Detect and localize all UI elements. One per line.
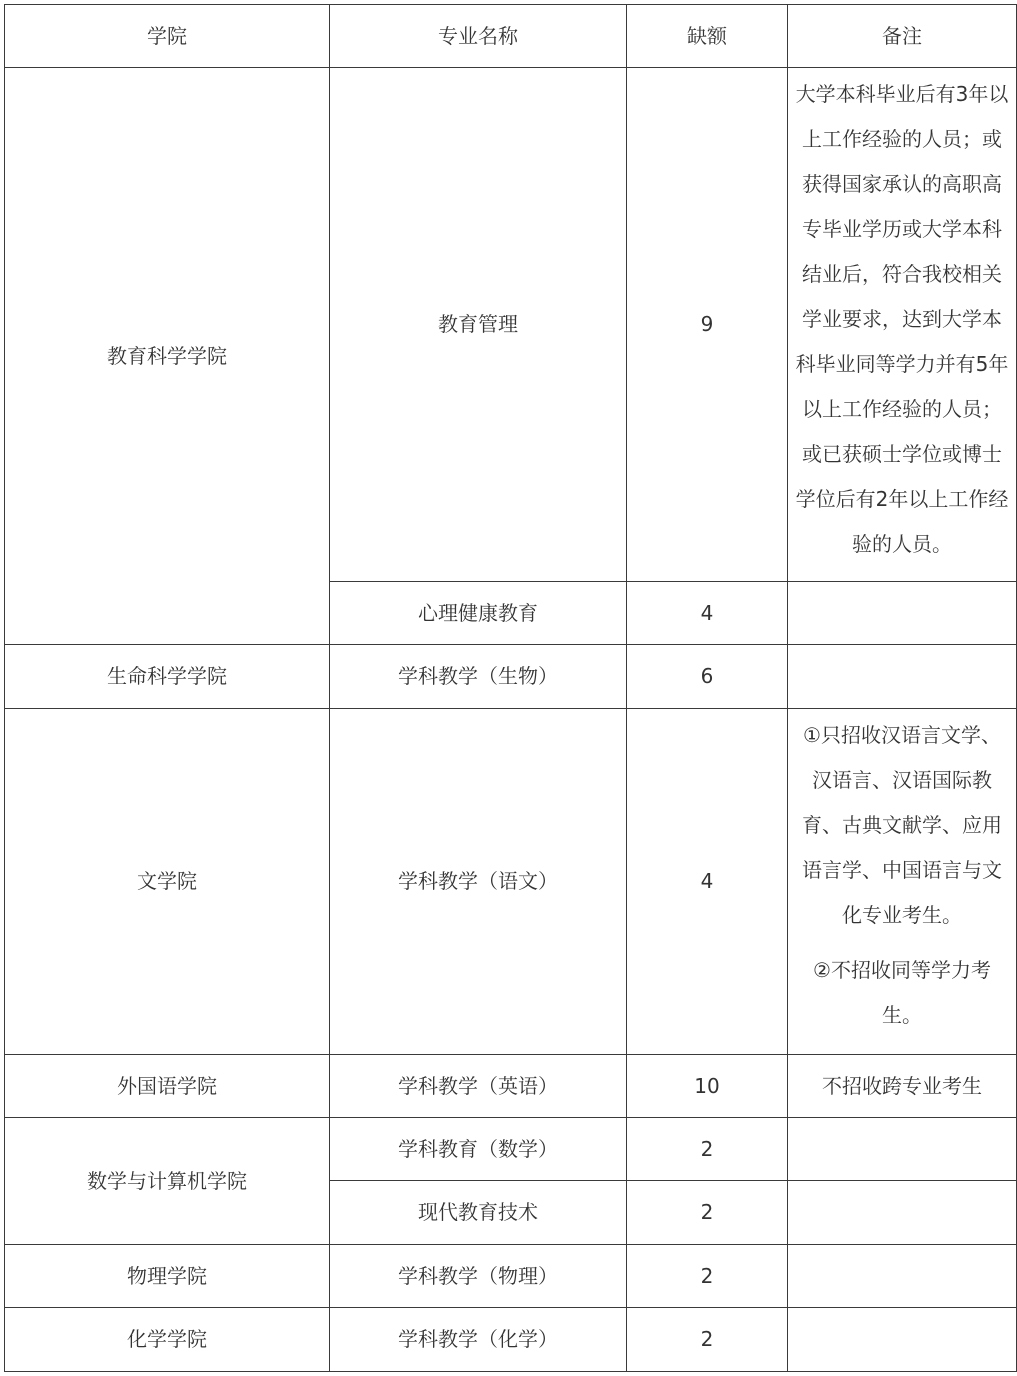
quota-cell: 10 <box>627 1055 788 1118</box>
note-cell <box>788 582 1017 645</box>
note-cell <box>788 1118 1017 1181</box>
major-cell: 现代教育技术 <box>330 1181 627 1245</box>
header-note: 备注 <box>788 5 1017 68</box>
quota-cell: 4 <box>627 582 788 645</box>
major-cell: 学科教学（化学） <box>330 1308 627 1372</box>
note-cell: 不招收跨专业考生 <box>788 1055 1017 1118</box>
header-major: 专业名称 <box>330 5 627 68</box>
quota-cell: 2 <box>627 1245 788 1308</box>
college-cell: 数学与计算机学院 <box>5 1118 330 1245</box>
college-cell: 化学学院 <box>5 1308 330 1372</box>
college-cell: 文学院 <box>5 709 330 1055</box>
table-row <box>5 1308 1017 1372</box>
college-cell: 物理学院 <box>5 1245 330 1308</box>
college-cell: 外国语学院 <box>5 1055 330 1118</box>
major-cell: 学科教学（物理） <box>330 1245 627 1308</box>
table-row <box>5 709 1017 1055</box>
quota-cell: 2 <box>627 1308 788 1372</box>
header-college: 学院 <box>5 5 330 68</box>
note-text: ①只招收汉语言文学、汉语言、汉语国际教育、古典文献学、应用语言学、中国语言与文化专业考生。 <box>802 723 1002 927</box>
major-cell: 心理健康教育 <box>330 582 627 645</box>
major-cell: 学科教育（数学） <box>330 1118 627 1181</box>
table-row <box>5 1118 1017 1181</box>
table-header-row <box>5 5 1017 68</box>
note-cell <box>788 1181 1017 1245</box>
table-row <box>5 68 1017 582</box>
quota-cell: 2 <box>627 1118 788 1181</box>
major-cell: 学科教学（语文） <box>330 709 627 1055</box>
note-cell <box>788 645 1017 709</box>
quota-cell: 4 <box>627 709 788 1055</box>
major-cell: 学科教学（生物） <box>330 645 627 709</box>
header-quota: 缺额 <box>627 5 788 68</box>
major-cell: 学科教学（英语） <box>330 1055 627 1118</box>
note-cell <box>788 709 1017 1055</box>
quota-table <box>4 4 1017 1372</box>
note-text: 大学本科毕业后有3年以上工作经验的人员；或获得国家承认的高职高专毕业学历或大学本科结业后，符合我校相关学业要求，达到大学本科毕业同等学力并有5年以上工作经验的人员；或已获硕士学位或博士学位后有2年以上工作经验的人员。 <box>795 82 1009 556</box>
table-row <box>5 645 1017 709</box>
note-cell <box>788 68 1017 582</box>
college-cell: 生命科学学院 <box>5 645 330 709</box>
quota-cell: 9 <box>627 68 788 582</box>
table-row <box>5 1245 1017 1308</box>
note-text-secondary: ②不招收同等学力考生。 <box>813 958 991 1027</box>
note-cell <box>788 1308 1017 1372</box>
college-cell: 教育科学学院 <box>5 68 330 645</box>
quota-cell: 2 <box>627 1181 788 1245</box>
note-cell <box>788 1245 1017 1308</box>
major-cell: 教育管理 <box>330 68 627 582</box>
quota-cell: 6 <box>627 645 788 709</box>
table-row <box>5 1055 1017 1118</box>
